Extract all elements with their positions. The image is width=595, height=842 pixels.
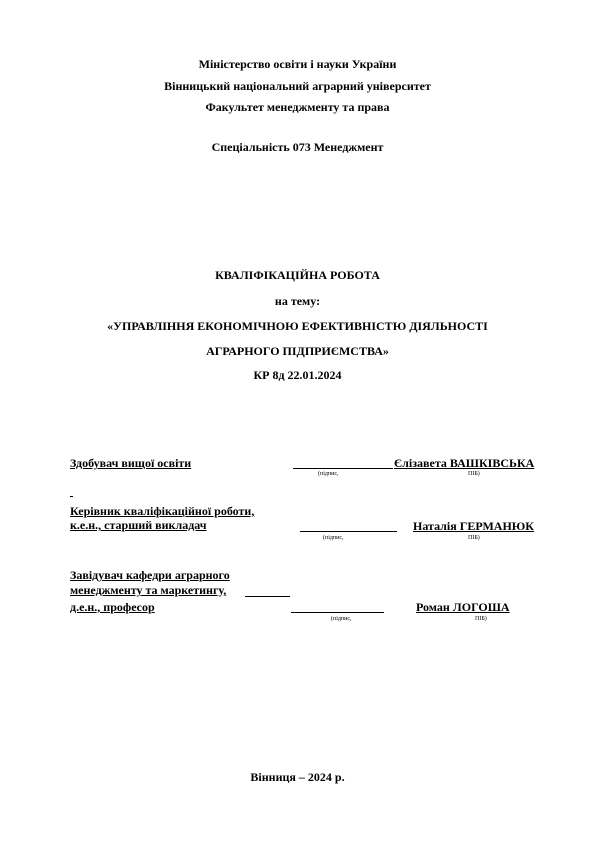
head-name-caption: ПІБ) <box>475 616 487 622</box>
specialty-line: Спеціальність 073 Менеджмент <box>211 140 384 154</box>
on-topic-label: на тему: <box>274 294 321 308</box>
supervisor-role-line-1: Керівник кваліфікаційної роботи, <box>70 504 255 518</box>
student-role: Здобувач вищої освіти <box>70 456 192 470</box>
supervisor-name-caption: ПІБ) <box>468 535 480 541</box>
student-name: Єлізавета ВАШКІВСЬКА <box>394 456 535 470</box>
supervisor-role-line-2: к.е.н., старший викладач <box>70 518 207 532</box>
head-signature-line <box>291 612 384 613</box>
head-role-line-1: Завідувач кафедри аграрного <box>70 568 230 582</box>
dash-mark <box>70 496 73 497</box>
head-signature-caption: (підпис, <box>331 616 352 622</box>
ministry-line: Міністерство освіти і науки України <box>198 57 397 71</box>
student-signature-caption: (підпис, <box>318 471 339 477</box>
supervisor-signature-line <box>300 531 397 532</box>
student-signature-line <box>293 468 393 469</box>
topic-line-1: «УПРАВЛІННЯ ЕКОНОМІЧНОЮ ЕФЕКТИВНІСТЮ ДІЯЛЬНОСТІ <box>107 319 488 333</box>
faculty-line: Факультет менеджменту та права <box>205 100 390 114</box>
supervisor-signature-caption: (підпис, <box>323 535 344 541</box>
work-type-heading: КВАЛІФІКАЦІЙНА РОБОТА <box>215 268 380 282</box>
head-role-line-2-wrap <box>70 583 226 597</box>
supervisor-name: Наталія ГЕРМАНЮК <box>413 519 535 533</box>
student-name-caption: ПІБ) <box>468 471 480 477</box>
head-name: Роман ЛОГОША <box>416 600 510 614</box>
university-line: Вінницький національний аграрний університет <box>164 79 431 93</box>
city-year: Вінниця – 2024 р. <box>250 770 345 784</box>
head-role-line-2: менеджменту та маркетингу, <box>70 583 227 597</box>
topic-line-2: АГРАРНОГО ПІДПРИЄМСТВА» <box>206 344 389 358</box>
head-role-line-3: д.е.н., професор <box>70 600 155 614</box>
head-role-extension-line <box>245 596 290 597</box>
work-code: КР 8д 22.01.2024 <box>253 368 342 382</box>
